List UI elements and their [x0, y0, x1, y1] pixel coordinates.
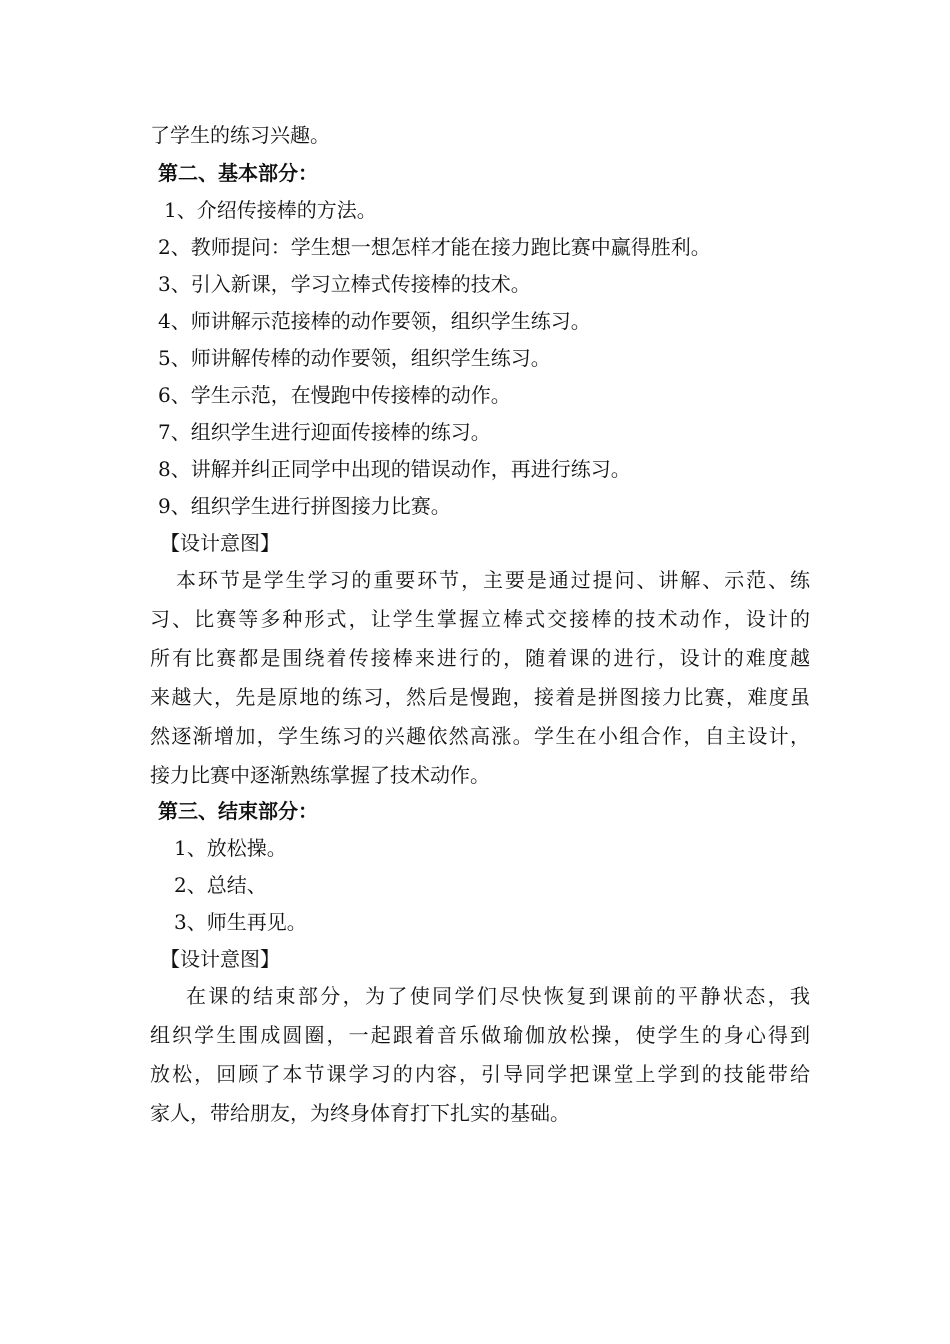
section-2-item-7: 7、组织学生进行迎面传接棒的练习。: [158, 420, 491, 444]
section-3-intent-line-4: 家人，带给朋友，为终身体育打下扎实的基础。: [150, 1101, 570, 1125]
section-2-intent-line-5: 然逐渐增加，学生练习的兴趣依然高涨。学生在小组合作，自主设计，: [150, 724, 810, 748]
intro-tail-text: 了学生的练习兴趣。: [150, 123, 330, 147]
section-3-item-2: 2、总结、: [174, 873, 267, 897]
section-2-heading: 第二、基本部分：: [158, 161, 318, 185]
section-3-heading: 第三、结束部分：: [158, 799, 318, 823]
section-3-intent-line-2: 组织学生围成圆圈，一起跟着音乐做瑜伽放松操，使学生的身心得到: [150, 1023, 810, 1047]
section-2-item-1: 1、介绍传接棒的方法。: [164, 198, 377, 222]
section-2-item-5: 5、师讲解传棒的动作要领，组织学生练习。: [158, 346, 551, 370]
section-2-intent-line-6: 接力比赛中逐渐熟练掌握了技术动作。: [150, 763, 490, 787]
section-3-intent-label: 【设计意图】: [160, 947, 280, 971]
section-3-intent-line-3: 放松，回顾了本节课学习的内容，引导同学把课堂上学到的技能带给: [150, 1062, 810, 1086]
section-2-item-3: 3、引入新课，学习立棒式传接棒的技术。: [158, 272, 531, 296]
section-3-item-1: 1、放松操。: [174, 836, 287, 860]
section-2-item-2: 2、教师提问：学生想一想怎样才能在接力跑比赛中赢得胜利。: [158, 235, 711, 259]
section-2-item-6: 6、学生示范，在慢跑中传接棒的动作。: [158, 383, 511, 407]
section-2-item-4: 4、师讲解示范接棒的动作要领，组织学生练习。: [158, 309, 591, 333]
section-2-item-9: 9、组织学生进行拼图接力比赛。: [158, 494, 451, 518]
section-3-intent-line-1: 在课的结束部分，为了使同学们尽快恢复到课前的平静状态，我: [186, 984, 810, 1008]
section-2-intent-line-2: 习、比赛等多种形式，让学生掌握立棒式交接棒的技术动作，设计的: [150, 607, 810, 631]
section-3-item-3: 3、师生再见。: [174, 910, 307, 934]
section-2-intent-line-4: 来越大，先是原地的练习，然后是慢跑，接着是拼图接力比赛，难度虽: [150, 685, 810, 709]
section-2-intent-line-1: 本环节是学生学习的重要环节，主要是通过提问、讲解、示范、练: [176, 568, 810, 592]
section-2-intent-label: 【设计意图】: [160, 531, 280, 555]
section-2-intent-line-3: 所有比赛都是围绕着传接棒来进行的，随着课的进行，设计的难度越: [150, 646, 810, 670]
section-2-item-8: 8、讲解并纠正同学中出现的错误动作，再进行练习。: [158, 457, 631, 481]
